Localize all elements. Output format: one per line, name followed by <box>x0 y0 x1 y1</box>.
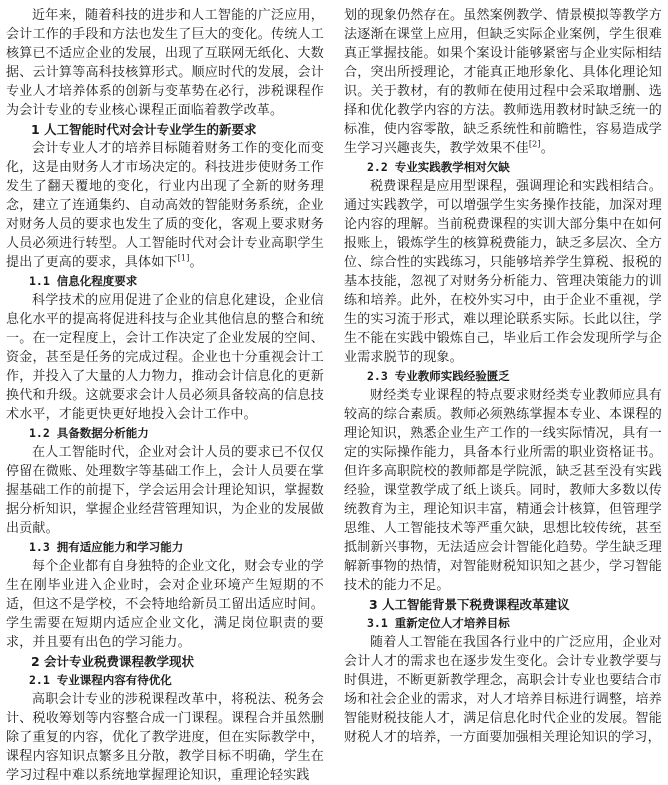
left-column <box>6 6 324 785</box>
section-2-2-paragraph: 税费课程是应用型课程，强调理论和实践相结合。通过实践教学，可以增强学生实务操作技能，加深对理论内容的理解。当前税费课程的实训大部分集中在如何报账上，锻炼学生的核算税费能力，缺乏多层次、全方位、综合性的实践练习，只能够培养学生算税、报税的基本技能，忽视了对财务分析能力、管理决策能力的训练和培养。此外，在校外实习中，由于企业不重视，学生的实习流于形式，难以理论联系实际。长此以往，学生不能在实践中锻炼自己，毕业后工作会发现所学与企业需求脱节的现象。 <box>344 179 662 365</box>
section-2-1-paragraph: 高职会计专业的涉税课程改革中，将税法、税务会计、税收筹划等内容整合成一门课程。课程合并虽然删除了重复的内容，优化了教学进度，但在实际教学中，课程内容知识点繁多且分散，教学目标不明确，学生在学习过程中难以系统地掌握理论知识，重理论轻实践 <box>6 692 324 783</box>
section-2-1-continued-text: 划的现象仍然存在。虽然案例教学、情景模拟等教学方法逐渐在课堂上应用，但缺乏实际企业案例，学生很难真正掌握技能。如果个案设计能够紧密与企业实际相结合，突出所授理论，才能真正地形象化、具体化理论知识。关于教材，有的教师在使用过程中会采取增删、选择和优化教学内容的方法。教师选用教材时缺乏统一的标准，使内容零散，缺乏系统性和前瞻性，容易造成学生学习兴趣丧失，教学效果不佳 <box>344 8 662 156</box>
section-1-text-end: 。 <box>189 255 203 270</box>
right-column <box>344 6 662 747</box>
section-1-3-heading: 1.3 拥有适应能力和学习能力 <box>29 540 184 554</box>
section-1-heading: 1 人工智能时代对会计专业学生的新要求 <box>31 122 257 137</box>
citation-ref-2: [2] <box>528 139 541 149</box>
section-1-text: 会计专业人才的培养目标随着财务工作的变化而变化，这是由财务人才市场决定的。科技进步使财务工作发生了翻天覆地的变化，行业内出现了全新的财务理念，建立了连通集约、自动高效的智能财务系统，企业对财务人员的要求也发生了质的变化，客观上要求财务人员必须进行转型。人工智能时代对会计专业高职学生提出了更高的要求，具体如下 <box>6 141 324 270</box>
section-1-1-paragraph: 科学技术的应用促进了企业的信息化建设，企业信息化水平的提高将促进科技与企业其他信息的整合和统一。在一定程度上，会计工作决定了企业发展的空间、资金，甚至是任务的完成过程。企业也十分重视会计工作，并投入了大量的人力物力，推动会计信息化的更新换代和升级。这就要求会计人员必须具备较高的信息技术水平，才能更快更好地投入会计工作中。 <box>6 293 324 422</box>
section-2-1-continued-end: 。 <box>540 141 554 156</box>
section-1-3-paragraph: 每个企业都有自身独特的企业文化，财会专业的学生在刚毕业进入企业时，会对企业环境产生短期的不适，但这不是学校，不会特地给新员工留出适应时间。学生需要在短期内适应企业文化，满足岗位职责的要求，并且要有出色的学习能力。 <box>6 559 324 650</box>
section-2-3-paragraph: 财经类专业课程的特点要求财经类专业教师应具有较高的综合素质。教师必须熟练掌握本专业、本课程的理论知识，熟悉企业生产工作的一线实际情况，具有一定的实际操作能力，具备本行业所需的职业资格证书。但许多高职院校的教师都是学院派，缺乏甚至没有实践经验，课堂教学成了纸上谈兵。同时，教师大多数以传统教育为主，理论知识丰富，精通会计核算，但管理学思维、人工智能技术等严重欠缺，思想比较传统，甚至抵制新兴事物，无法适应会计智能化趋势。学生缺乏理解新事物的热情，对智能财税知识知之甚少，学习智能技术的能力不足。 <box>344 388 662 593</box>
section-2-heading: 2 会计专业税费课程教学现状 <box>31 654 195 669</box>
citation-ref-1: [1] <box>177 253 190 263</box>
section-1-paragraph <box>6 139 324 272</box>
section-1-1-heading: 1.1 信息化程度要求 <box>29 274 138 288</box>
section-2-1-heading: 2.1 专业课程内容有待优化 <box>29 673 172 687</box>
section-1-2-paragraph: 在人工智能时代，企业对会计人员的要求已不仅仅停留在微账、处理数字等基础工作上，会计人员要在掌握基础工作的前提下，学会运用会计理论知识，掌握数据分析知识，掌握企业经营管理知识，为企业的发展做出贡献。 <box>6 445 324 536</box>
section-3-heading: 3 人工智能背景下税费课程改革建议 <box>369 597 570 612</box>
section-3-1-heading: 3.1 重新定位人才培养目标 <box>367 616 510 630</box>
section-2-3-heading: 2.3 专业教师实践经验匮乏 <box>367 369 510 383</box>
section-2-2-heading: 2.2 专业实践教学相对欠缺 <box>367 160 510 174</box>
section-3-1-paragraph: 随着人工智能在我国各行业中的广泛应用，企业对会计人才的需求也在逐步发生变化。会计专业教学要与时俱进，不断更新教学理念，高职会计专业也要结合市场和社会企业的需求，对人才培养目标进行调整，培养智能财税技能人才，满足信息化时代企业的发展。智能财税人才的培养，一方面要加强相关理论知识的学习， <box>344 635 662 745</box>
intro-paragraph: 近年来，随着科技的进步和人工智能的广泛应用，会计工作的手段和方法也发生了巨大的变化。传统人工核算已不适应企业的发展，出现了互联网无纸化、大数据、云计算等高科技核算形式。顺应时代的发展，会计专业人才培养体系的创新与变革势在必行，涉税课程作为会计专业的专业核心课程正面临着教学改革。 <box>6 8 324 118</box>
section-1-2-heading: 1.2 具备数据分析能力 <box>29 426 149 440</box>
section-2-1-continued-paragraph <box>344 6 662 158</box>
